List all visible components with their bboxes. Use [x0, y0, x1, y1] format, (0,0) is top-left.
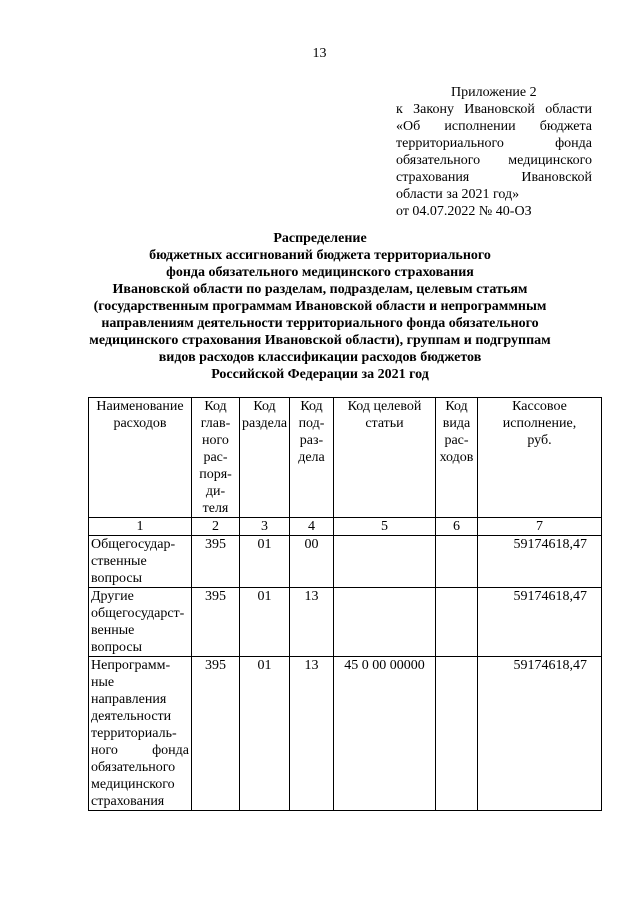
row-admin-code: 395: [192, 536, 240, 588]
column-number: 4: [290, 518, 334, 536]
column-number: 1: [89, 518, 192, 536]
row-type-code: [436, 657, 478, 811]
header-name: Наименование расходов: [89, 398, 192, 518]
heading-line: фонда обязательного медицинского страхования: [166, 265, 474, 280]
row-name: Непрограмм- ные направления деятельности территориаль- ного фонда обязательного медицинского страхования: [89, 657, 192, 811]
appendix-title: Приложение 2: [451, 85, 537, 100]
appendix-block: [396, 84, 592, 220]
header-admin-code: Код глав- ного рас- поря- ди- теля: [192, 398, 240, 518]
appendix-line: области за 2021 год»: [396, 187, 520, 202]
budget-table: [88, 397, 602, 811]
row-subsection-code: 13: [290, 588, 334, 657]
table-row: [89, 536, 602, 588]
row-target-code: 45 0 00 00000: [334, 657, 436, 811]
column-number: 7: [478, 518, 602, 536]
heading-line: бюджетных ассигнований бюджета территориального: [149, 248, 491, 263]
row-name: Общегосудар- ственные вопросы: [89, 536, 192, 588]
row-amount: 59174618,47: [478, 588, 602, 657]
header-amount: Кассовое исполнение, руб.: [478, 398, 602, 518]
table-row: [89, 657, 602, 811]
header-target-code: Код целевой статьи: [334, 398, 436, 518]
table-header-row: [89, 398, 602, 518]
row-section-code: 01: [240, 588, 290, 657]
row-section-code: 01: [240, 657, 290, 811]
header-section-code: Код раздела: [240, 398, 290, 518]
heading-line: (государственным программам Ивановской области и непрограммным: [93, 299, 547, 314]
row-amount: 59174618,47: [478, 536, 602, 588]
row-type-code: [436, 536, 478, 588]
row-section-code: 01: [240, 536, 290, 588]
row-subsection-code: 13: [290, 657, 334, 811]
column-number: 2: [192, 518, 240, 536]
row-amount: 59174618,47: [478, 657, 602, 811]
row-target-code: [334, 588, 436, 657]
table-row: [89, 588, 602, 657]
row-admin-code: 395: [192, 588, 240, 657]
appendix-line: от 04.07.2022 № 40-ОЗ: [396, 204, 532, 219]
row-name: Другие общегосударст- венные вопросы: [89, 588, 192, 657]
page-number: 13: [312, 46, 327, 61]
heading-line: направлениям деятельности территориального фонда обязательного: [101, 316, 539, 331]
column-number: 5: [334, 518, 436, 536]
heading-line: медицинского страхования Ивановской области), группам и подгруппам: [89, 333, 551, 348]
heading-line: Ивановской области по разделам, подразделам, целевым статьям: [112, 282, 528, 297]
appendix-line: к Закону Ивановской области: [396, 102, 592, 117]
row-target-code: [334, 536, 436, 588]
document-heading: [60, 230, 580, 383]
appendix-line: «Об исполнении бюджета: [396, 119, 592, 134]
appendix-line: страхования Ивановской: [396, 170, 592, 185]
heading-line: Российской Федерации за 2021 год: [211, 367, 429, 382]
heading-line: видов расходов классификации расходов бюджетов: [158, 350, 482, 365]
appendix-line: территориального фонда: [396, 136, 592, 151]
heading-line: Распределение: [273, 231, 367, 246]
appendix-line: обязательного медицинского: [396, 153, 592, 168]
header-type-code: Код вида рас- ходов: [436, 398, 478, 518]
row-subsection-code: 00: [290, 536, 334, 588]
row-admin-code: 395: [192, 657, 240, 811]
column-number: 6: [436, 518, 478, 536]
column-number-row: [89, 518, 602, 536]
header-subsection-code: Код под- раз- дела: [290, 398, 334, 518]
row-type-code: [436, 588, 478, 657]
column-number: 3: [240, 518, 290, 536]
